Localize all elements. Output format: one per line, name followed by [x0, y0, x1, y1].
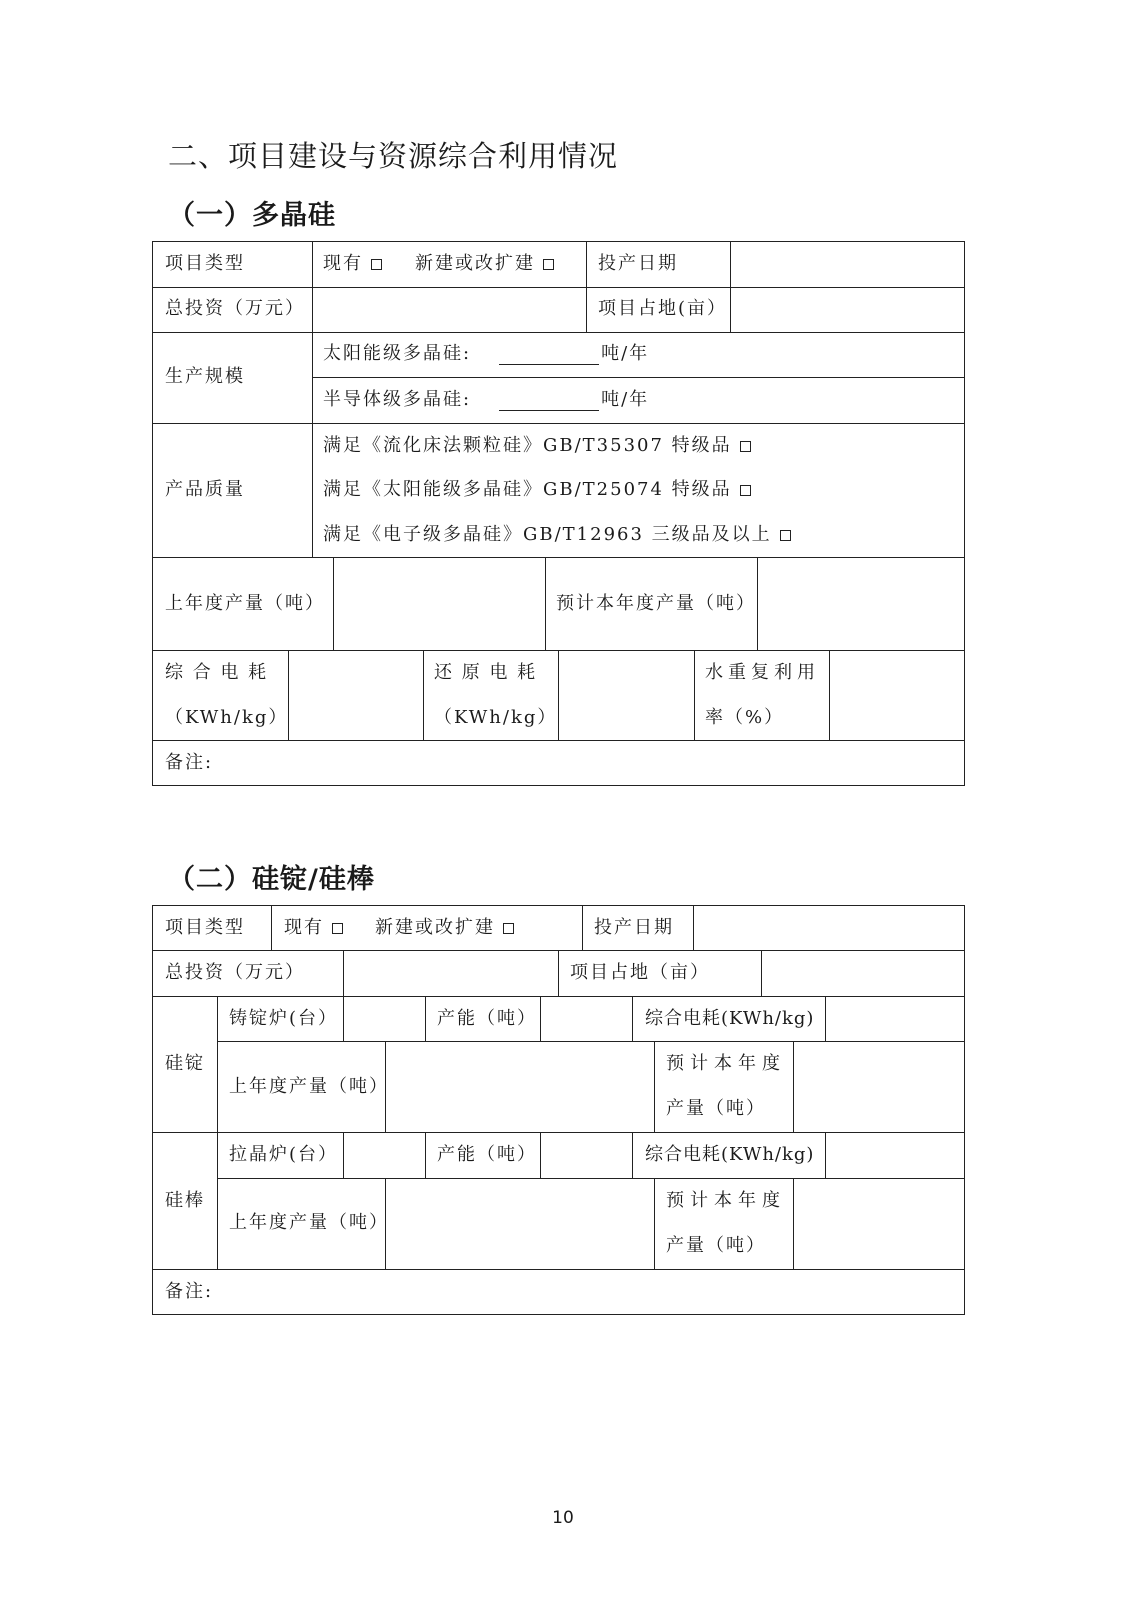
solar-scale-row: [323, 343, 649, 365]
table2-vline: [217, 996, 218, 1269]
reduction-power-field[interactable]: [559, 651, 694, 740]
table1-vline: [423, 650, 424, 740]
page-number: 10: [552, 1508, 574, 1528]
start-date-field-2[interactable]: [694, 906, 964, 950]
ingot-last-year-label: 上年度产量（吨）: [229, 1076, 389, 1097]
table2-vline: [425, 996, 426, 1041]
new-option-2[interactable]: [375, 917, 514, 939]
quality-3-checkbox[interactable]: [780, 530, 791, 541]
existing-label: 现有: [323, 253, 363, 274]
existing-checkbox-2[interactable]: [332, 923, 343, 934]
rod-last-year-label: 上年度产量（吨）: [229, 1212, 389, 1233]
investment-label: 总投资（万元）: [165, 298, 305, 319]
table2-vline: [582, 905, 583, 950]
table1-hline: [312, 377, 965, 378]
new-label-2: 新建或改扩建: [375, 917, 495, 938]
ingot-power-field[interactable]: [826, 997, 964, 1041]
investment-field-2[interactable]: [344, 951, 558, 996]
start-date-label: 投产日期: [598, 253, 678, 274]
remarks-label-2: 备注:: [165, 1281, 214, 1302]
quality-2-checkbox[interactable]: [740, 485, 751, 496]
table2-vline: [654, 1178, 655, 1269]
table2-vline: [271, 905, 272, 950]
rod-capacity-field[interactable]: [541, 1133, 632, 1178]
ingot-label: 硅锭: [165, 1053, 205, 1074]
rod-capacity-label: 产能（吨）: [437, 1144, 537, 1165]
table2-vline: [632, 996, 633, 1041]
project-type-label-2: 项目类型: [165, 917, 245, 938]
land-field-2[interactable]: [762, 951, 964, 996]
section-title: 二、项目建设与资源综合利用情况: [168, 139, 619, 173]
quality-2-text: 满足《太阳能级多晶硅》GB/T25074 特级品: [323, 479, 732, 500]
semi-unit: 吨/年: [601, 389, 650, 410]
crystal-furnace-label: 拉晶炉(台）: [229, 1144, 339, 1165]
scale-label: 生产规模: [165, 366, 245, 387]
rod-power-field[interactable]: [826, 1133, 964, 1178]
solar-blank[interactable]: [499, 348, 599, 365]
semi-blank[interactable]: [499, 394, 599, 411]
investment-field[interactable]: [313, 288, 586, 332]
water-reuse-label-2: 率（%）: [705, 707, 785, 728]
existing-option[interactable]: [323, 253, 382, 275]
quality-option-1[interactable]: [323, 435, 751, 457]
ingot-capacity-label: 产能（吨）: [437, 1008, 537, 1029]
land-label: 项目占地(亩）: [598, 298, 728, 319]
rod-power-label: 综合电耗(KWh/kg): [645, 1144, 815, 1165]
table1-vline: [586, 241, 587, 332]
rod-label: 硅棒: [165, 1190, 205, 1211]
quality-label: 产品质量: [165, 479, 245, 500]
expected-output-field[interactable]: [758, 558, 964, 650]
table2-heading: （二）硅锭/硅棒: [168, 864, 375, 895]
new-option[interactable]: [415, 253, 554, 275]
existing-checkbox[interactable]: [371, 259, 382, 270]
rod-last-year-field[interactable]: [386, 1179, 654, 1269]
last-year-output-field[interactable]: [334, 558, 545, 650]
rod-expected-label-1: 预计本年度: [666, 1190, 786, 1211]
table1-vline: [545, 557, 546, 650]
total-power-field[interactable]: [289, 651, 423, 740]
new-checkbox-2[interactable]: [503, 923, 514, 934]
last-year-output-label: 上年度产量（吨）: [165, 593, 325, 614]
table2-vline: [632, 1132, 633, 1178]
ingot-expected-label-2: 产量（吨）: [666, 1098, 766, 1119]
existing-label-2: 现有: [284, 917, 324, 938]
quality-1-checkbox[interactable]: [740, 441, 751, 452]
start-date-field[interactable]: [731, 242, 964, 287]
total-power-label-1: 综 合 电 耗: [165, 662, 269, 683]
quality-option-2[interactable]: [323, 479, 751, 501]
new-label: 新建或改扩建: [415, 253, 535, 274]
ingot-capacity-field[interactable]: [541, 997, 632, 1041]
land-label-2: 项目占地（亩）: [570, 962, 710, 983]
solar-unit: 吨/年: [601, 343, 650, 364]
rod-expected-field[interactable]: [794, 1179, 964, 1269]
ingot-last-year-field[interactable]: [386, 1042, 654, 1132]
ingot-power-label: 综合电耗(KWh/kg): [645, 1008, 815, 1029]
ingot-expected-field[interactable]: [794, 1042, 964, 1132]
expected-output-label: 预计本年度产量（吨）: [556, 593, 756, 614]
table1-hline: [152, 332, 965, 333]
total-power-label-2: （KWh/kg）: [165, 707, 289, 728]
table2-vline: [654, 1041, 655, 1132]
table1-heading: （一）多晶硅: [168, 200, 336, 231]
quality-1-text: 满足《流化床法颗粒硅》GB/T35307 特级品: [323, 435, 732, 456]
reduction-power-label-1: 还 原 电 耗: [434, 662, 538, 683]
reduction-power-label-2: （KWh/kg）: [434, 707, 558, 728]
table2-vline: [558, 950, 559, 996]
existing-option-2[interactable]: [284, 917, 343, 939]
remarks-label: 备注:: [165, 752, 214, 773]
investment-label-2: 总投资（万元）: [165, 962, 305, 983]
new-checkbox[interactable]: [543, 259, 554, 270]
water-reuse-field[interactable]: [830, 651, 964, 740]
table1-hline: [152, 423, 965, 424]
table2-hline: [152, 1269, 965, 1270]
table1-vline: [694, 650, 695, 740]
land-field[interactable]: [731, 288, 964, 332]
solar-label: 太阳能级多晶硅:: [323, 343, 472, 364]
water-reuse-label-1: 水重复利用: [705, 662, 820, 683]
casting-furnace-field[interactable]: [344, 997, 425, 1041]
ingot-expected-label-1: 预计本年度: [666, 1053, 786, 1074]
rod-expected-label-2: 产量（吨）: [666, 1235, 766, 1256]
start-date-label-2: 投产日期: [594, 917, 674, 938]
table1-hline: [152, 740, 965, 741]
semi-label: 半导体级多晶硅:: [323, 389, 472, 410]
project-type-label: 项目类型: [165, 253, 245, 274]
crystal-furnace-field[interactable]: [344, 1133, 425, 1178]
casting-furnace-label: 铸锭炉(台）: [229, 1008, 339, 1029]
quality-3-text: 满足《电子级多晶硅》GB/T12963 三级品及以上: [323, 524, 772, 545]
table2-vline: [425, 1132, 426, 1178]
semi-scale-row: [323, 389, 649, 411]
quality-option-3[interactable]: [323, 524, 791, 546]
